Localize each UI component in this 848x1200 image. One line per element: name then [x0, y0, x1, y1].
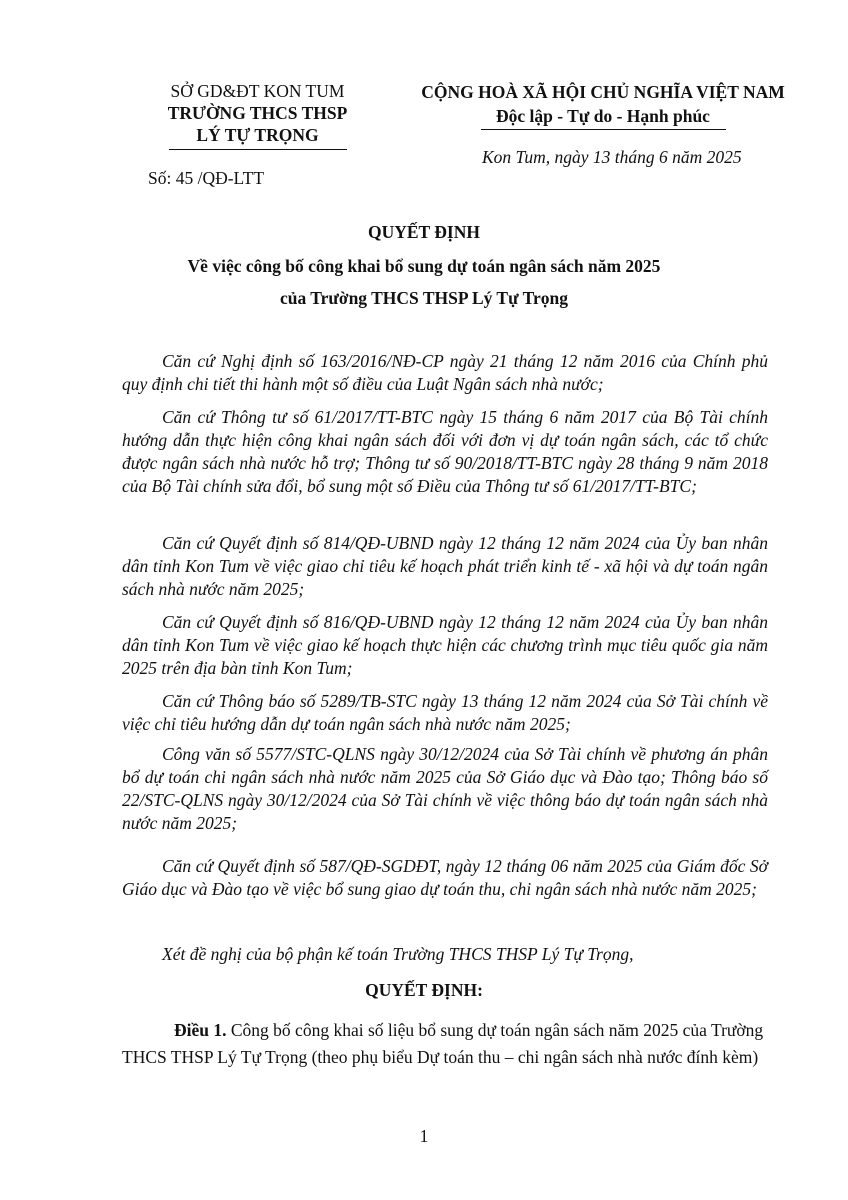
document-subject-line2: của Trường THCS THSP Lý Tự Trọng — [279, 288, 569, 308]
preamble-text: Xét đề nghị của bộ phận kế toán Trường THCS THSP Lý Tự Trọng, — [162, 944, 634, 964]
preamble-7 — [122, 855, 768, 901]
document-subject-line1: Về việc công bố công khai bổ sung dự toán ngân sách năm 2025 — [187, 256, 661, 276]
authority-underline — [169, 149, 347, 150]
preamble-text: Căn cứ Quyết định số 587/QĐ-SGDĐT, ngày 12 tháng 06 năm 2025 của Giám đốc Sở Giáo dục và Đào tạo về việc bổ sung giao dự toán thu, chi ngân sách nhà nước năm 2025; — [122, 856, 768, 899]
article-1-label: Điều 1. — [174, 1020, 227, 1040]
school-name-line1: TRƯỜNG THCS THSP — [167, 103, 348, 123]
preamble-3 — [122, 532, 768, 601]
document-number: Số: 45 /QĐ-LTT — [148, 168, 265, 188]
issue-date: Kon Tum, ngày 13 tháng 6 năm 2025 — [482, 147, 742, 167]
national-header — [388, 80, 818, 130]
page-number: 1 — [419, 1126, 429, 1146]
preamble-text: Căn cứ Quyết định số 814/QĐ-UBND ngày 12 tháng 12 năm 2024 của Ủy ban nhân dân tỉnh Kon Tum về việc giao chỉ tiêu kế hoạch phát triển kinh tế - xã hội và dự toán ngân sách nhà nước năm 2025; — [122, 533, 768, 599]
issuing-authority — [140, 80, 375, 150]
article-1-text: Công bố công khai số liệu bổ sung dự toán ngân sách năm 2025 của Trường THCS THSP Lý Tự Trọng (theo phụ biểu Dự toán thu – chi ngân sách nhà nước đính kèm) — [122, 1020, 764, 1067]
document-title: QUYẾT ĐỊNH — [368, 222, 480, 242]
motto-underline — [481, 129, 726, 130]
preamble-4 — [122, 611, 768, 680]
article-1 — [122, 1017, 768, 1071]
preamble-2 — [122, 406, 768, 498]
preamble-6 — [122, 743, 768, 835]
motto: Độc lập - Tự do - Hạnh phúc — [496, 106, 710, 126]
preamble-5 — [122, 690, 768, 736]
preamble-8 — [122, 943, 768, 966]
preamble-text: Căn cứ Thông tư số 61/2017/TT-BTC ngày 15 tháng 6 năm 2017 của Bộ Tài chính hướng dẫn thực hiện công khai ngân sách đối với đơn vị dự toán ngân sách, các tổ chức được ngân sách nhà nước hỗ trợ; Thông tư số 90/2018/TT-BTC ngày 28 tháng 9 năm 2018 của Bộ Tài chính sửa đổi, bổ sung một số Điều của Thông tư số 61/2017/TT-BTC; — [122, 407, 768, 496]
preamble-text: Căn cứ Quyết định số 816/QĐ-UBND ngày 12 tháng 12 năm 2024 của Ủy ban nhân dân tỉnh Kon Tum về việc giao kế hoạch thực hiện các chương trình mục tiêu quốc gia năm 2025 trên địa bàn tỉnh Kon Tum; — [122, 612, 768, 678]
preamble-text: Căn cứ Nghị định số 163/2016/NĐ-CP ngày 21 tháng 12 năm 2016 của Chính phủ quy định chi tiết thi hành một số điều của Luật Ngân sách nhà nước; — [122, 351, 768, 394]
preamble-text: Căn cứ Thông báo số 5289/TB-STC ngày 13 tháng 12 năm 2024 của Sở Tài chính về việc chỉ tiêu hướng dẫn dự toán ngân sách nhà nước năm 2025; — [122, 691, 768, 734]
preamble-text: Công văn số 5577/STC-QLNS ngày 30/12/2024 của Sở Tài chính về phương án phân bổ dự toán chi ngân sách nhà nước năm 2025 của Sở Giáo dục và Đào tạo; Thông báo số 22/STC-QLNS ngày 30/12/2024 của Sở Tài chính về việc thông báo dự toán ngân sách nhà nước năm 2025; — [122, 744, 768, 833]
nation-title: CỘNG HOÀ XÃ HỘI CHỦ NGHĨA VIỆT NAM — [421, 82, 785, 102]
preamble-1 — [122, 350, 768, 396]
decision-heading: QUYẾT ĐỊNH: — [365, 980, 483, 1000]
department-name: SỞ GD&ĐT KON TUM — [170, 81, 345, 101]
school-name-line2: LÝ TỰ TRỌNG — [196, 125, 319, 145]
article-1-paragraph — [122, 1017, 768, 1071]
